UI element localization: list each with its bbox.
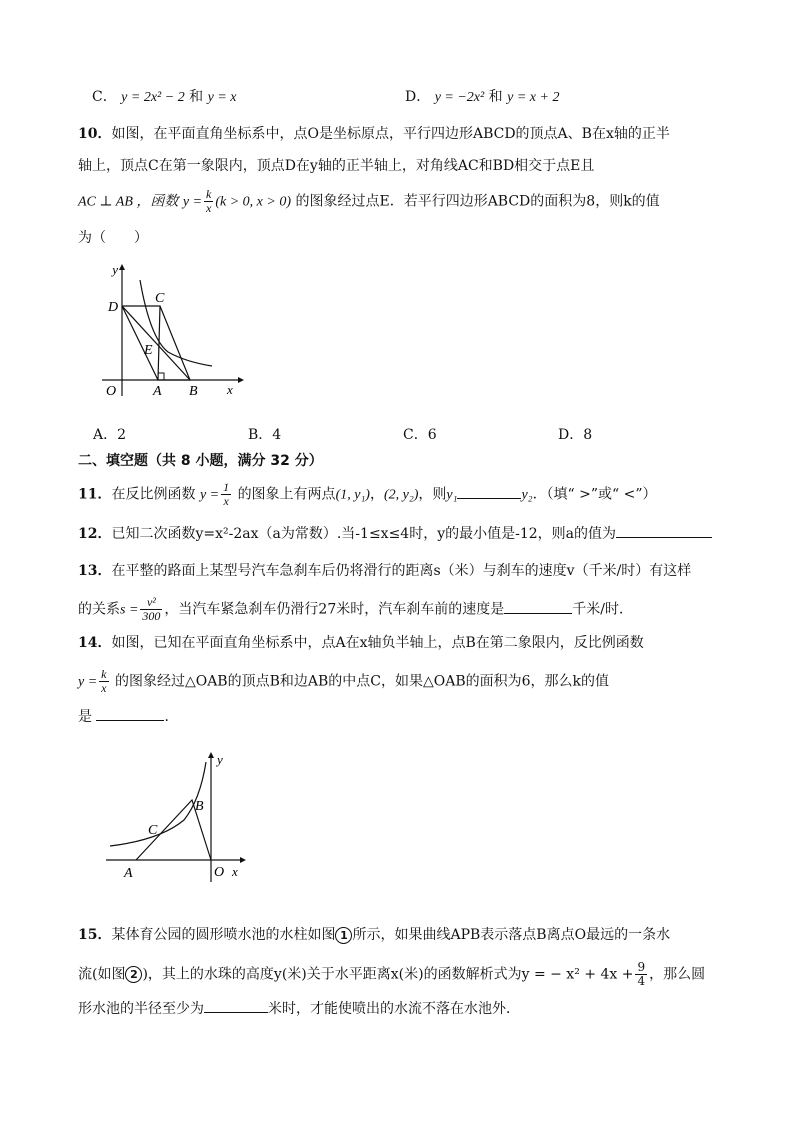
q12-answer-blank[interactable] [616, 523, 712, 538]
q13-formula-s: s = [120, 602, 139, 618]
q11-y2: y₂ [521, 487, 533, 503]
q9-option-c-expr2: y = x [207, 90, 237, 105]
q11-func-fraction [221, 481, 231, 508]
q15-circled-1: 1 [335, 927, 352, 944]
q15-text-line2a: 流(如图 [78, 966, 126, 983]
q9-option-c-letter: C． [92, 89, 117, 105]
q9-option-d [405, 87, 559, 108]
q10-option-b-letter: B． [248, 427, 273, 443]
q13-formula-num: v² [140, 596, 162, 610]
q14-number: 14． [78, 635, 112, 651]
q10-label-o: O [106, 384, 117, 399]
q14-label-c: C [148, 823, 158, 838]
q10-y-arrow [119, 264, 125, 270]
q10-text-line1: 如图，在平面直角坐标系中，点O是坐标原点，平行四边形ABCD的顶点A、B在x轴的正半 [111, 126, 670, 142]
q10-func-fraction [204, 188, 213, 215]
q11-pre: 在反比例函数 [111, 486, 196, 503]
q15-answer-blank[interactable] [204, 998, 268, 1013]
q9-option-d-expr2: y = x + 2 [507, 90, 560, 105]
q11-answer-blank[interactable] [457, 484, 521, 499]
q13-number: 13． [78, 563, 112, 579]
q9-option-c-mid: 和 [189, 89, 204, 105]
q14-func-y: y = [78, 674, 98, 690]
q14-answer-blank[interactable] [96, 706, 164, 721]
q15-text-line3b: 米时，才能使喷出的水流不落在水池外． [268, 1001, 520, 1017]
section-title: 二、填空题（共 8 小题，满分 32 分） [78, 453, 323, 469]
q11-tail: ．（填“ >”或“ <”） [532, 486, 657, 503]
q9-option-d-mid: 和 [488, 89, 503, 105]
q15-frac-num: 9 [637, 960, 646, 974]
q14-label-a: A [124, 866, 133, 881]
q15-text-line2c: ，那么圆 [649, 966, 706, 983]
q10-number: 10． [78, 126, 112, 142]
q11-point2: (2, y₂) [383, 487, 419, 503]
q10-option-c-letter: C． [403, 427, 428, 443]
q10-text-line3b: 的图象经过点E．若平行四边形ABCD的面积为8，则k的值 [295, 193, 660, 210]
q9-option-c-expr1: y = 2x² − 2 [121, 90, 185, 105]
q10-label-a: A [153, 384, 162, 399]
q10-label-c: C [155, 291, 165, 306]
q15-text-line1b: 所示，如果曲线APB表示落点B离点O最远的一条水 [352, 927, 671, 943]
q9-option-d-expr1: y = −2x² [434, 90, 485, 105]
q10-text-line4: 为（ ） [78, 230, 148, 246]
q10-func-den: x [206, 201, 212, 215]
q14-y-arrow [208, 752, 214, 758]
q15-frac-den: 4 [637, 974, 646, 988]
q10-label-b: B [189, 384, 198, 399]
q14-text-line1: 如图，已知在平面直角坐标系中，点A在x轴负半轴上，点B在第二象限内，反比例函数 [111, 635, 644, 651]
q12-number: 12． [78, 526, 112, 542]
q10-label-e: E [144, 343, 153, 358]
q11-func-den: x [223, 494, 229, 508]
q10-line1 [78, 124, 670, 144]
q10-text-line2: 轴上，顶点C在第一象限内，顶点D在y轴的正半轴上，对角线AC和BD相交于点E且 [78, 158, 595, 174]
q10-diagonal-bd [122, 306, 190, 380]
q10-option-b-value: 4 [272, 427, 282, 443]
q12-line [78, 523, 712, 544]
q10-label-x: x [227, 382, 233, 397]
q13-text-line2a: 的关系 [78, 601, 120, 618]
q15-number: 15． [78, 927, 112, 943]
q10-option-c-value: 6 [427, 427, 437, 443]
q14-label-o: O [214, 865, 225, 880]
q10-x-arrow [238, 377, 244, 383]
q11-func-y: y = [199, 487, 220, 503]
q10-func-cond: (k > 0, x > 0) [215, 194, 292, 210]
q9-option-c [92, 87, 236, 108]
q14-label-y: y [217, 752, 223, 767]
q11-line [78, 481, 657, 508]
q13-formula-fraction [140, 596, 162, 623]
q14-label-x: x [232, 864, 238, 879]
q14-func-fraction [99, 668, 108, 695]
q9-option-d-letter: D． [405, 89, 431, 105]
q15-line3 [78, 998, 520, 1019]
q14-text-line3-end: ． [164, 709, 179, 725]
q10-label-y: y [112, 262, 118, 277]
q14-line2 [78, 668, 609, 695]
q10-line3 [78, 188, 660, 215]
q14-x-arrow [240, 857, 246, 863]
q10-option-d-letter: D． [558, 427, 584, 443]
q15-text-line2b: )，其上的水珠的高度y(米)关于水平距离x(米)的函数解析式为y = − x² + 4x + [142, 966, 634, 983]
q10-figure [88, 258, 248, 400]
q11-number: 11． [78, 486, 112, 503]
q10-option-b [248, 425, 281, 445]
q14-curve [110, 762, 206, 846]
q10-func-num: k [206, 187, 212, 201]
q11-mid: 的图象上有两点 [237, 486, 336, 503]
q13-line2 [78, 596, 633, 623]
q10-text-line3a: AC ⊥ AB ，函数 [78, 194, 179, 210]
q14-line1 [78, 633, 644, 653]
q11-then: ，则 [418, 486, 447, 503]
q13-text-line1: 在平整的路面上某型号汽车急刹车后仍将滑行的距离s（米）与刹车的速度v（千米/时）有这样 [111, 563, 692, 579]
q15-text-line3a: 形水池的半径至少为 [78, 1001, 204, 1017]
q10-option-d-value: 8 [583, 427, 593, 443]
q12-text: 已知二次函数y=x²-2ax（a为常数）.当-1≤x≤4时，y的最小值是-12，则a的值为 [111, 526, 617, 542]
q13-answer-blank[interactable] [504, 599, 572, 614]
q13-line1 [78, 561, 691, 581]
q10-option-a [93, 425, 126, 445]
q14-label-b: B [195, 799, 204, 814]
q14-text-line3: 是 [78, 709, 92, 725]
q11-func-num: 1 [223, 480, 230, 494]
q15-line1 [78, 925, 670, 945]
q14-figure [100, 748, 250, 884]
q10-option-c [403, 425, 437, 445]
q11-y1: y₁ [446, 487, 458, 503]
q15-text-line1a: 某体育公园的圆形喷水池的水柱如图 [111, 927, 336, 943]
q10-option-a-letter: A． [93, 427, 118, 443]
q13-text-line2b: ，当汽车紧急刹车仍滑行27米时，汽车刹车前的速度是 [164, 601, 505, 618]
q13-text-line2c: 千米/时． [572, 601, 633, 618]
q13-formula-den: 300 [142, 609, 161, 623]
q11-point1: (1, y₁) [335, 487, 370, 503]
q10-option-d [558, 425, 592, 445]
q14-func-num: k [101, 667, 107, 681]
q10-option-a-value: 2 [117, 427, 127, 443]
q14-text-line2: 的图象经过△OAB的顶点B和边AB的中点C，如果△OAB的面积为6，那么k的值 [114, 673, 610, 690]
q11-sep: ， [369, 486, 384, 503]
q15-fraction [635, 961, 647, 988]
q14-line3 [78, 706, 178, 727]
q10-func-y: y = [182, 194, 203, 210]
q15-circled-2: 2 [125, 966, 142, 983]
q10-right-angle [158, 373, 164, 380]
q15-line2 [78, 961, 705, 988]
q14-func-den: x [101, 681, 107, 695]
q10-label-d: D [108, 300, 119, 315]
